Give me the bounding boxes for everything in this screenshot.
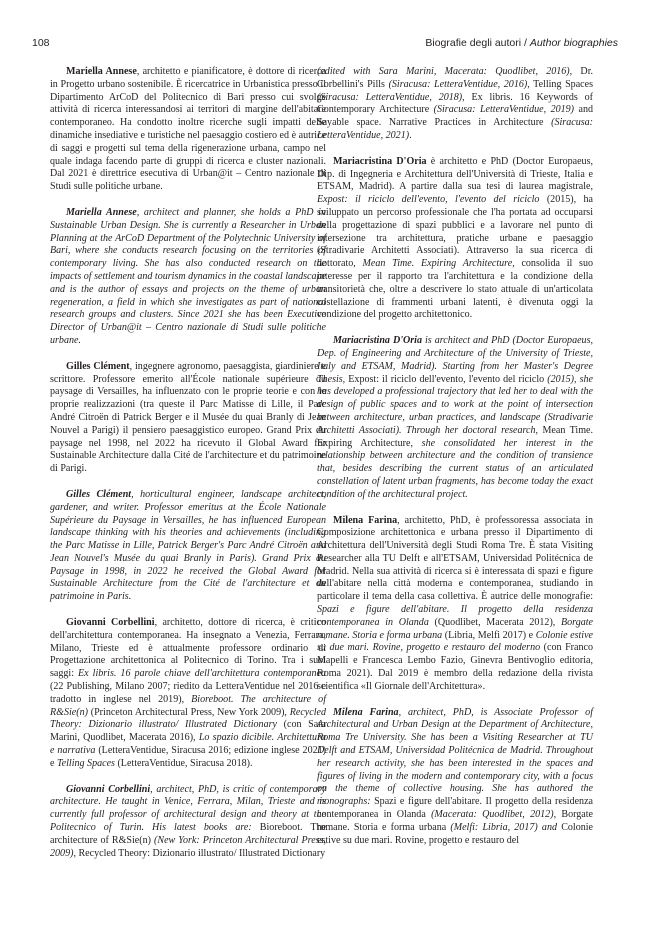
- author-name: Milena Farina: [333, 706, 399, 718]
- bio-farina-english: Milena Farina, architect, PhD, is Associate Professor of Architectural and Urban Design at the Department of Architecture, Roma Tre University. She has been a Visiting Researcher at TU Delft and ETSAM, Universidad Politécnica de Madrid. Throughout her research activity, she has been interested in the spaces and figures of living in the modern and contemporary city, with a focus on the theme of collective housing. She has authored the monographs: Spazi e figure dell'abitare. Il progetto della residenza contemporanea in Olanda (Macerata: Quodlibet, 2012), Borgate romane. Storia e forma urbana (Melfi: Libria, 2017) and Colonie estive su due mari. Rovine, progetto e restauro del: [317, 706, 594, 846]
- running-title-english: Author biographies: [529, 37, 618, 49]
- left-column: [50, 66, 326, 873]
- bio-corbellini-english-start: Giovanni Corbellini, architect, PhD, is critic of contemporary architecture. He taught in Venice, Ferrara, Milan, Trieste and is currently full professor of architectural design and theory at the Politecnico of Turin. His latest books are: Bioreboot. The architecture of R&Sie(n) (New York: Princeton Architectural Press, 2009), Recycled Theory: Dizionario illustrato/ Illustrated Dictionary: [50, 783, 326, 859]
- page-number: 108: [32, 37, 50, 49]
- bio-doria-italian: Mariacristina D'Oria è architetto e PhD (Doctor Europaeus, Dip. di Ingegneria e Architettura dell'Università di Trieste, Italia e ETSAM, Madrid). A partire dalla sua tesi di laurea magistrale, Expost: il riciclo dell'evento, l'evento del riciclo (2015), ha sviluppato un percorso professionale che l'ha portata ad occuparsi della progettazione di spazi pubblici e a lavorare nel punto di intersezione tra architettura, pratiche urbane e paesaggio (Stradivarie Architetti Associati). Attraverso la sua ricerca di dottorato, Mean Time. Expiring Architecture, consolida il suo interesse per il rapporto tra l'architettura e la condizione della transitorietà che, oltre a descrivere lo stato attuale di un'articolata costellazione di frammenti urbani latenti, è divenuta oggi la condizione del progetto architettonico.: [317, 155, 594, 321]
- bio-corbellini-english-continued: (edited with Sara Marini, Macerata: Quodlibet, 2016), Dr. Corbellini's Pills (Siracusa: LetteraVentidue, 2016), Telling Spaces (Siracusa: LetteraVentidue, 2018), Ex libris. 16 Keywords of Contemporary Architecture (Siracusa: LetteraVentidue, 2019) and Sayable space. Narrative Practices in Architecture (Siracusa: LetteraVentidue, 2021).: [317, 66, 594, 141]
- author-name: Giovanni Corbellini: [66, 617, 155, 629]
- bio-clement-italian: Gilles Clément, ingegnere agronomo, paesaggista, giardiniere e scrittore. Professore emerito all'École nationale supérieure du paysage di Versailles, ha influenzato con le proprie teorie e con le proprie realizzazioni (tra queste il Parc Matisse di Lille, il Parc André Citroën di Patrick Berger e il Musée du quai Branly di Jean Nouvel a Parigi) il pensiero paesaggistico europeo. Grand Prix du paysage nel 1998, nel 2022 ha ricevuto il Global Award for Sustainable Architecture dalla Cité de l'architecture et du patrimoine di Parigi.: [50, 360, 326, 475]
- author-name: Mariella Annese: [66, 206, 137, 218]
- author-name: Gilles Clément: [66, 488, 132, 500]
- running-title: [425, 37, 618, 49]
- bio-farina-italian: Milena Farina, architetto, PhD, è professoressa associata in Composizione architettonica e urbana presso il Dipartimento di Architettura dell'Università degli Studi Roma Tre. È stata Visiting Researcher alla TU Delft e all'ETSAM, Universidad Politécnica de Madrid. Nella sua attività di ricerca si è interessata di spazi e figure dell'abitare nella città moderna e contemporanea, studiando in particolare il tema della casa collettiva. È autrice delle monografie: Spazi e figure dell'abitare. Il progetto della residenza contemporanea in Olanda (Quodlibet, Macerata 2012), Borgate romane. Storia e forma urbana (Libria, Melfi 2017) e Colonie estive su due mari. Rovine, progetto e restauro del moderno (con Franco Mapelli e Francesca Lembo Fazio, Ginevra Bentivoglio editoria, Roma 2021). Dal 2019 è membro della redazione della rivista scientifica «Il Giornale dell'Architettura».: [317, 514, 594, 692]
- author-name: Giovanni Corbellini: [66, 783, 151, 795]
- author-name: Mariacristina D'Oria: [333, 155, 427, 167]
- author-name: Gilles Clément: [66, 360, 130, 372]
- running-title-italian: Biografie degli autori /: [425, 37, 530, 49]
- running-header: [32, 37, 618, 51]
- bio-doria-english: Mariacristina D'Oria is architect and PhD (Doctor Europaeus, Dep. of Engineering and Architecture of the University of Trieste, Italy and ETSAM, Madrid). Starting from her Master's Degree Thesis, Expost: il riciclo dell'evento, l'evento del riciclo (2015), she has developed a professional trajectory that led her to deal with the design of public spaces and to work at the point of intersection between architecture, urban practices, and landscape (Stradivarie Architetti Associati). Through her doctoral research, Mean Time. Expiring Architecture, she consolidated her interest in the relationship between architecture and the condition of transience that, besides describing the current status of an articulated constellation of latent urban fragments, has become today the exact condition of the architectural project.: [317, 335, 594, 500]
- author-name: Mariacristina D'Oria: [333, 335, 422, 347]
- bio-annese-italian: Mariella Annese, architetto e pianificatore, è dottore di ricerca in Progetto urbano sostenibile. È ricercatrice in Urbanistica presso il Dipartimento ArCoD del Politecnico di Bari presso cui svolge attività di ricerca interessandosi ai territori di margine dell'abitare contemporaneo. Ha condotto inoltre ricerche sugli impatti delle dinamiche insediative e turistiche nel paesaggio costiero ed è autrice di saggi e progetti sul tema della rigenerazione urbana, campo nel quale indaga facendo parte di gruppi di ricerca e cluster nazionali. Dal 2021 è direttrice esecutiva di Urban@it – Centro nazionale di Studi sulle politiche urbane.: [50, 66, 326, 193]
- right-column: [317, 66, 593, 860]
- author-name: Milena Farina: [333, 514, 398, 526]
- bio-clement-english: Gilles Clément, horticultural engineer, landscape architect, gardener, and writer. Professor emeritus at the École Nationale Supérieure du Paysage in Versailles, he has influenced European landscape thinking with his theories and achievements (including the Parc Matisse in Lille, Patrick Berger's Parc André Citroën and Jean Nouvel's Musée du quai Branly in Paris). Grand Prix du Paysage in 1998, in 2022 he received the Global Award for Sustainable Architecture from the Cité de l'architecture et du patrimoine in Paris.: [50, 488, 326, 603]
- author-name: Mariella Annese: [66, 66, 137, 77]
- bio-annese-english: Mariella Annese, architect and planner, she holds a PhD in Sustainable Urban Design. She is currently a Researcher in Urban Planning at the ArCoD Department of the Polytechnic University of Bari, where she conducts research focusing on the territories of contemporary living. She has also conducted research on the impacts of settlement and tourism dynamics in the coastal landscape and is the author of essays and projects on the theme of urban regeneration, a field in which she investigates as part of national research groups and clusters. Since 2021 she has been Executive Director of Urban@it – Centro nazionale di Studi sulle politiche urbane.: [50, 206, 326, 346]
- bio-corbellini-italian: Giovanni Corbellini, architetto, dottore di ricerca, è critico dell'architettura contemporanea. Ha insegnato a Venezia, Ferrara, Milano, Trieste ed è attualmente professore ordinario di Progettazione architettonica al Politecnico di Torino. Tra i suoi saggi: Ex libris. 16 parole chiave dell'architettura contemporanea (22 Publishing, Milano 2007; riedito da LetteraVentidue nel 2016 e tradotto in inglese nel 2019), Bioreboot. The architecture of R&Sie(n) (Princeton Architectural Press, New York 2009), Recycled Theory: Dizionario illustrato/ Illustrated Dictionary (con Sara Marini, Quodlibet, Macerata 2016), Lo spazio dicibile. Architettura e narrativa (LetteraVentidue, Siracusa 2016; edizione inglese 2021) e Telling Spaces (LetteraVentidue, Siracusa 2018).: [50, 617, 327, 769]
